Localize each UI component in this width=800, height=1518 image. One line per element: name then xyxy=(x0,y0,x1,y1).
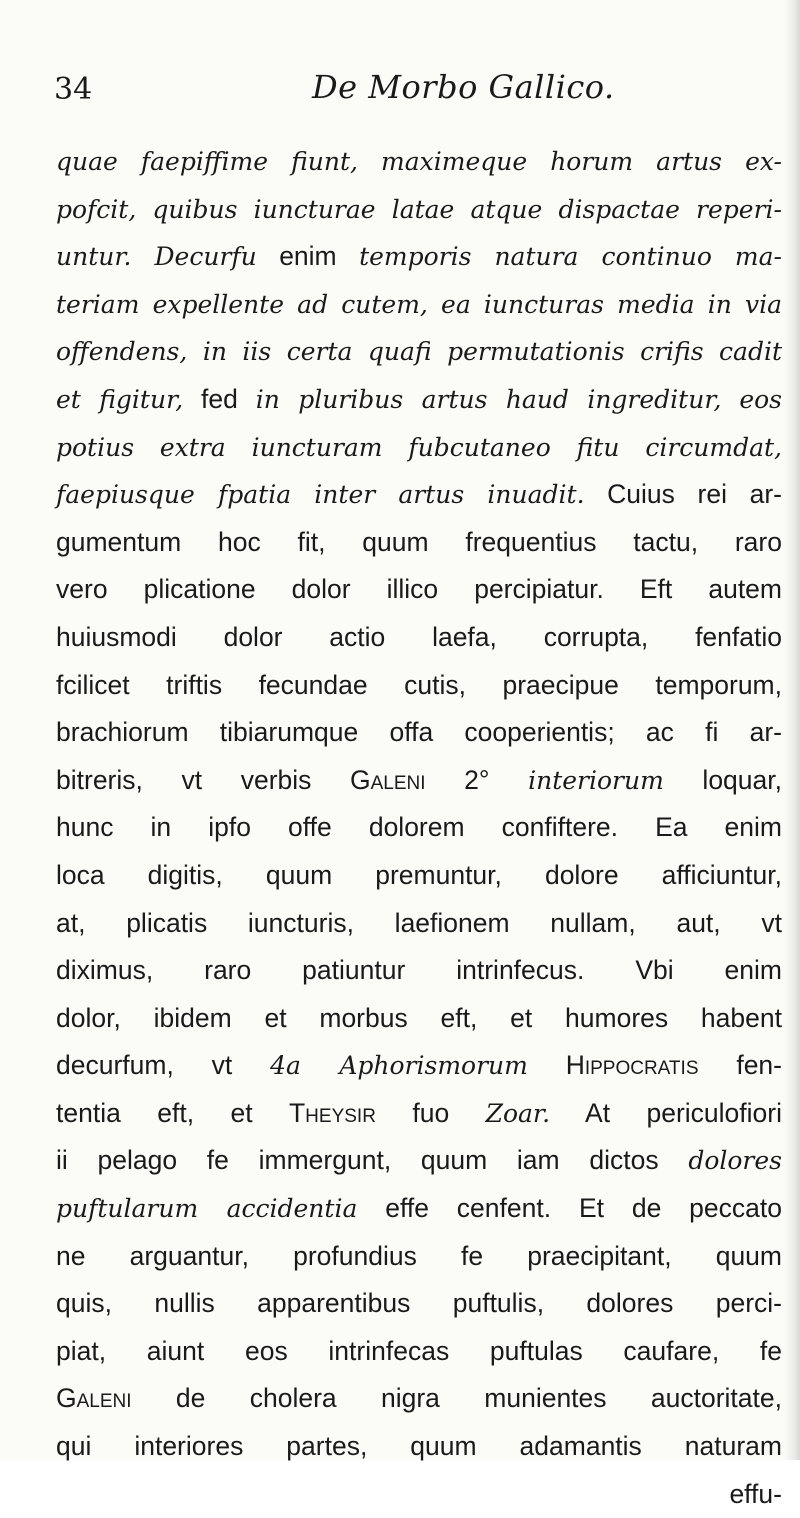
page-header xyxy=(54,68,774,112)
text-line xyxy=(56,1280,782,1328)
text-segment: brachiorum tibiarumque offa cooperientis; ac fi ar- xyxy=(56,717,782,748)
author-name: Galeni xyxy=(350,764,426,795)
text-segment: ne arguantur, profundius fe praecipitant, quum xyxy=(56,1240,782,1271)
italic-text: quae faepiffime fiunt, maximeque horum artus ex- xyxy=(56,147,782,176)
italic-text: pofcit, quibus iuncturae latae atque dispactae reperi- xyxy=(56,194,782,224)
text-line xyxy=(56,757,782,805)
text-line xyxy=(56,1185,782,1233)
text-segment: bitreris, vt verbis xyxy=(56,764,351,795)
text-line xyxy=(56,709,782,757)
text-line xyxy=(56,1090,782,1138)
text-segment xyxy=(721,384,739,414)
page-edge-shadow xyxy=(784,0,800,1460)
text-line xyxy=(56,662,782,710)
text-segment: Cuius rei ar- xyxy=(584,479,782,510)
text-segment: At periculofiori xyxy=(550,1097,782,1128)
text-line xyxy=(56,947,782,995)
text-line xyxy=(56,852,782,900)
italic-text: dolores xyxy=(688,1146,782,1176)
text-segment: effe cenfent. Et de peccato xyxy=(357,1193,782,1224)
author-name: Hippocratis xyxy=(565,1050,699,1081)
text-line xyxy=(56,614,782,662)
text-segment: ii pelago fe immergunt, quum iam dictos xyxy=(56,1145,689,1176)
italic-text: Zoar. xyxy=(485,1098,551,1128)
text-segment: vero plicatione dolor illico percipiatur. Eft autem xyxy=(56,574,782,605)
text-segment: hunc in ipfo offe dolorem confiftere. Ea enim xyxy=(56,812,782,843)
author-name: Theysir xyxy=(289,1097,376,1128)
text-line xyxy=(56,566,782,614)
text-line xyxy=(56,519,782,567)
text-line xyxy=(56,1328,782,1376)
text-line xyxy=(56,1233,782,1281)
italic-text: 4a Aphorismorum xyxy=(270,1051,528,1081)
text-line xyxy=(56,328,782,376)
italic-text: potius extra iuncturam fubcutaneo fitu circumdat, xyxy=(56,432,782,462)
italic-text: interiorum xyxy=(528,765,664,795)
text-line xyxy=(56,138,782,186)
running-title: De Morbo Gallico. xyxy=(312,68,615,106)
text-segment: 2° xyxy=(425,764,529,795)
text-segment: loquar, xyxy=(663,764,782,795)
text-line xyxy=(56,804,782,852)
text-line xyxy=(56,281,782,329)
text-segment: qui interiores partes, quum adamantis naturam xyxy=(56,1431,782,1462)
text-segment: dolor, ibidem et morbus eft, et humores habent xyxy=(56,1002,782,1033)
italic-text: faepiusque fpatia inter artus inuadit. xyxy=(56,480,585,510)
text-line xyxy=(56,424,782,472)
text-segment: fed xyxy=(183,383,256,414)
text-segment: diximus, raro patiuntur intrinfecus. Vbi enim xyxy=(56,955,782,986)
italic-text: temporis natura continuo ma- xyxy=(359,242,782,272)
text-segment: quis, nullis apparentibus puftulis, dolores perci- xyxy=(56,1288,782,1319)
text-segment: fcilicet triftis fecundae cutis, praecipue temporum, xyxy=(56,669,782,700)
text-segment: enim xyxy=(256,241,360,272)
text-segment: fuo xyxy=(375,1097,486,1128)
text-line xyxy=(56,900,782,948)
italic-text: untur. Decurfu xyxy=(56,242,257,272)
italic-text: eos xyxy=(739,384,782,414)
text-line xyxy=(56,376,782,424)
page-number: 34 xyxy=(54,72,93,107)
text-segment: gumentum hoc fit, quum frequentius tactu, raro xyxy=(56,526,782,557)
italic-text: offendens, in iis certa quafi permutationis crifis cadit xyxy=(56,337,782,367)
text-segment: de cholera nigra munientes auctoritate, xyxy=(131,1383,782,1414)
italic-text: puftularum accidentia xyxy=(56,1194,358,1224)
text-line xyxy=(56,186,782,234)
italic-text: teriam expellente ad cutem, ea iuncturas media in via xyxy=(56,289,782,319)
text-line xyxy=(56,1042,782,1090)
text-segment: huiusmodi dolor actio laefa, corrupta, fenfatio xyxy=(56,621,782,652)
text-line xyxy=(56,1375,782,1423)
text-segment: loca digitis, quum premuntur, dolore afficiuntur, xyxy=(56,859,782,890)
italic-text: et figitur, xyxy=(56,384,184,414)
author-name: Galeni xyxy=(56,1383,132,1414)
text-segment: fen- xyxy=(698,1050,782,1081)
italic-text: in pluribus artus haud ingreditur, xyxy=(255,384,722,414)
text-segment: piat, aiunt eos intrinfecas puftulas caufare, fe xyxy=(56,1335,782,1366)
text-line xyxy=(56,471,782,519)
text-line xyxy=(56,233,782,281)
text-line xyxy=(56,1137,782,1185)
body-text xyxy=(56,138,782,1518)
text-segment: tentia eft, et xyxy=(56,1097,289,1128)
text-segment: at, plicatis iuncturis, laefionem nullam, aut, vt xyxy=(56,907,782,938)
text-segment xyxy=(528,1050,566,1080)
text-line xyxy=(56,995,782,1043)
text-segment: decurfum, vt xyxy=(56,1050,271,1081)
text-line xyxy=(56,1471,782,1518)
text-line xyxy=(56,1423,782,1471)
text-segment: effu- xyxy=(729,1478,782,1509)
